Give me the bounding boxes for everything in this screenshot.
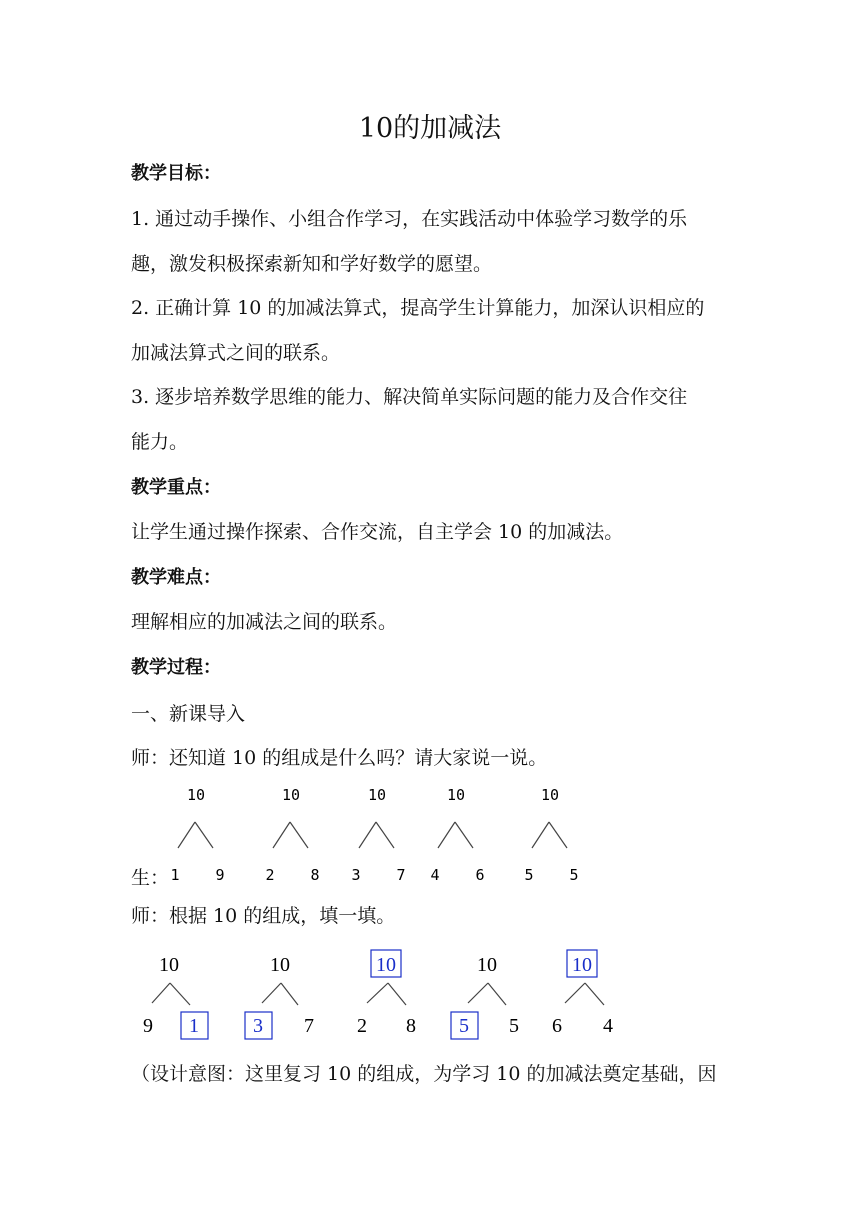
- page-title: 10的加减法: [358, 113, 502, 144]
- tree-branch-right: [290, 822, 308, 848]
- process-heading: 教学过程：: [131, 657, 221, 678]
- tree-right-number: 5: [569, 866, 579, 884]
- objective-line-2: 趣，激发积极探索新知和学好数学的愿望。: [131, 253, 493, 275]
- teacher-question-2: 师：根据 10 的组成，填一填。: [131, 905, 396, 927]
- tree-top-number: 10: [367, 786, 387, 804]
- tree-branch-right: [488, 983, 506, 1005]
- teacher-question-1: 师：还知道 10 的组成是什么吗？请大家说一说。: [131, 747, 548, 769]
- tree-branch-right: [376, 822, 394, 848]
- design-intent-note: （设计意图：这里复习 10 的组成，为学习 10 的加减法奠定基础，因: [131, 1063, 717, 1085]
- tree-branch-left: [152, 983, 170, 1003]
- fill-in-tree: [451, 954, 519, 1039]
- tree-branch-left: [367, 983, 388, 1003]
- tree-branch-left: [359, 822, 376, 848]
- objective-line-5: 3. 逐步培养数学思维的能力、解决简单实际问题的能力及合作交往: [131, 386, 688, 408]
- objective-line-3: 2. 正确计算 10 的加减法算式，提高学生计算能力，加深认识相应的: [131, 297, 705, 319]
- tree-branch-left: [178, 822, 195, 848]
- tree-left-number: 5: [459, 1015, 469, 1037]
- objective-line-1: 1. 通过动手操作、小组合作学习，在实践活动中体验学习数学的乐: [131, 208, 688, 230]
- tree-top-number: 10: [572, 954, 592, 976]
- tree-branch-right: [281, 983, 298, 1005]
- tree-top-number: 10: [446, 786, 466, 804]
- key-points-text: 让学生通过操作探索、合作交流，自主学会 10 的加减法。: [131, 521, 624, 543]
- tree-left-number: 5: [524, 866, 534, 884]
- fill-in-tree: [357, 950, 416, 1037]
- tree-branch-left: [273, 822, 290, 848]
- tree-top-number: 10: [281, 786, 301, 804]
- tree-left-number: 3: [253, 1015, 263, 1037]
- tree-branch-left: [468, 983, 488, 1003]
- composition-tree: [170, 786, 224, 884]
- tree-branch-right: [585, 983, 604, 1005]
- tree-branch-right: [549, 822, 567, 848]
- composition-tree: [265, 786, 319, 884]
- tree-right-number: 8: [406, 1015, 416, 1037]
- tree-right-number: 8: [310, 866, 320, 884]
- tree-left-number: 9: [143, 1015, 153, 1037]
- difficulty-heading: 教学难点：: [131, 567, 221, 588]
- tree-left-number: 6: [552, 1015, 562, 1037]
- tree-branch-right: [195, 822, 213, 848]
- composition-trees-example: [170, 786, 578, 884]
- tree-top-number: 10: [186, 786, 206, 804]
- tree-right-number: 4: [603, 1015, 613, 1037]
- tree-top-number: 10: [376, 954, 396, 976]
- tree-left-number: 4: [430, 866, 440, 884]
- fill-in-tree: [245, 954, 314, 1039]
- tree-top-number: 10: [540, 786, 560, 804]
- tree-right-number: 7: [304, 1015, 314, 1037]
- tree-top-number: 10: [270, 954, 290, 976]
- tree-left-number: 2: [357, 1015, 367, 1037]
- composition-trees-exercise: [143, 950, 613, 1039]
- tree-right-number: 9: [215, 866, 225, 884]
- tree-right-number: 7: [396, 866, 406, 884]
- composition-tree: [430, 786, 484, 884]
- fill-in-tree: [143, 954, 208, 1039]
- student-label: 生：: [131, 867, 170, 889]
- key-points-heading: 教学重点：: [131, 477, 221, 498]
- difficulty-text: 理解相应的加减法之间的联系。: [131, 611, 398, 633]
- tree-branch-right: [170, 983, 190, 1005]
- tree-branch-left: [438, 822, 455, 848]
- tree-right-number: 6: [475, 866, 485, 884]
- tree-top-number: 10: [159, 954, 179, 976]
- composition-tree: [524, 786, 578, 884]
- tree-left-number: 1: [170, 866, 180, 884]
- objective-line-6: 能力。: [131, 431, 189, 453]
- tree-branch-right: [455, 822, 473, 848]
- tree-branch-right: [388, 983, 406, 1005]
- tree-right-number: 1: [189, 1015, 199, 1037]
- tree-top-number: 10: [477, 954, 497, 976]
- tree-branch-left: [532, 822, 549, 848]
- composition-tree: [351, 786, 405, 884]
- tree-left-number: 3: [351, 866, 361, 884]
- fill-in-tree: [552, 950, 613, 1037]
- section-intro-heading: 一、新课导入: [131, 703, 246, 725]
- objectives-heading: 教学目标：: [131, 163, 221, 184]
- tree-branch-left: [262, 983, 281, 1003]
- tree-right-number: 5: [509, 1015, 519, 1037]
- objective-line-4: 加减法算式之间的联系。: [131, 342, 341, 364]
- tree-left-number: 2: [265, 866, 275, 884]
- tree-branch-left: [565, 983, 585, 1003]
